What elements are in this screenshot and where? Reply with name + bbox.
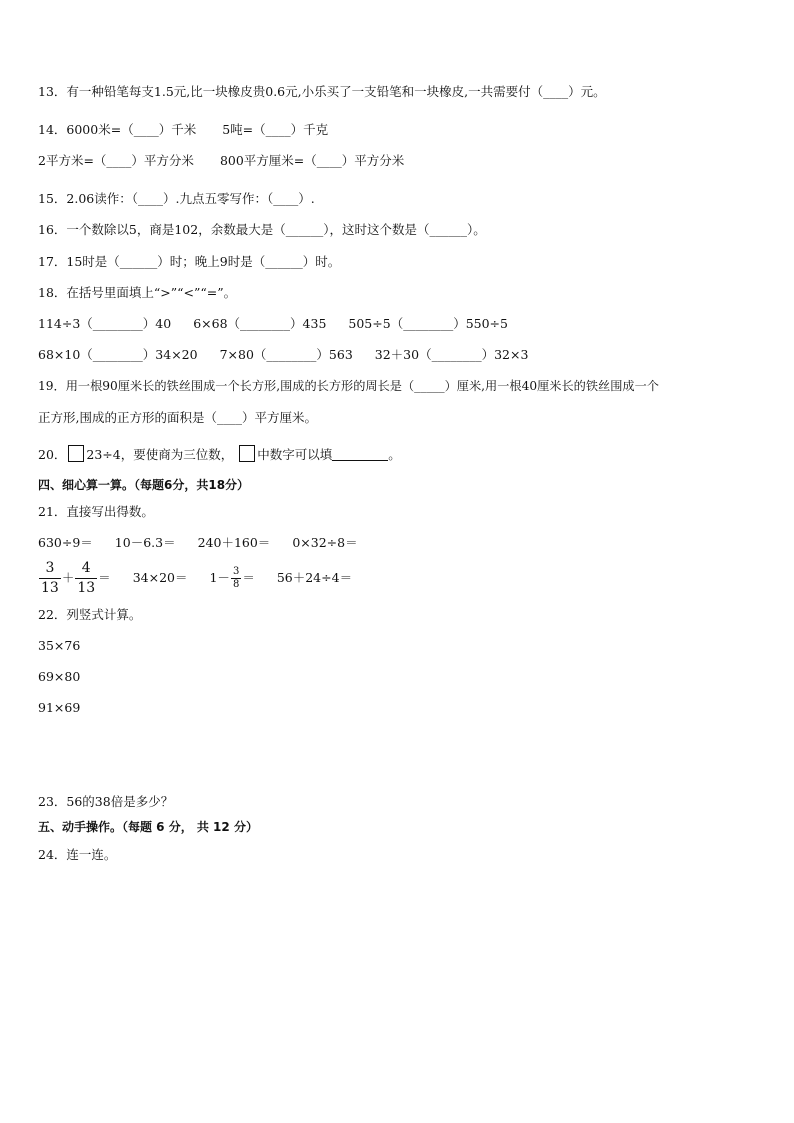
q20-number: 20． xyxy=(38,447,67,462)
q14-part-a: 14．6000米=（____）千米 xyxy=(38,122,197,137)
question-22: 22．列竖式计算。 xyxy=(38,607,142,622)
question-14-row1 xyxy=(38,121,328,139)
compare-item: 505÷5（________）550÷5 xyxy=(348,316,508,331)
question-20 xyxy=(38,445,401,464)
blank-box-icon xyxy=(68,445,84,462)
q14-part-b: 5吨=（____）千克 xyxy=(222,122,329,137)
vertical-calc-item: 91×69 xyxy=(38,700,81,715)
question-19-line2: 正方形,围成的正方形的面积是（____）平方厘米。 xyxy=(38,410,317,425)
question-16: 16．一个数除以5，商是102，余数最大是（______），这时这个数是（______）。 xyxy=(38,222,486,237)
question-21-row2: $\frac{3}{13}$ ＋ $\frac{4}{13}$ ＝ 34×20＝ 1－ $\frac{3}{8}$ ＝ 56＋24÷4＝ xyxy=(41,560,353,596)
question-21-row1 xyxy=(38,534,358,552)
blank-box-icon xyxy=(239,445,255,462)
compare-item: 68×10（________）34×20 xyxy=(38,347,198,362)
q14-part-d: 800平方厘米=（____）平方分米 xyxy=(219,153,405,168)
fraction: $\frac{4}{13}$ xyxy=(77,560,96,596)
question-14-row2 xyxy=(38,152,404,170)
question-13: 13．有一种铅笔每支1.5元,比一块橡皮贵0.6元,小乐买了一支铅笔和一块橡皮,一共需要付（____）元。 xyxy=(38,84,606,99)
question-18: 18．在括号里面填上“>”“<”“=”。 xyxy=(38,285,237,300)
question-15: 15．2.06读作：（____）.九点五零写作：（____）. xyxy=(38,191,315,206)
question-23: 23．56的38倍是多少？ xyxy=(38,794,174,809)
fraction: $\frac{3}{13}$ xyxy=(41,560,59,596)
q14-part-c: 2平方米=（____）平方分米 xyxy=(38,153,194,168)
question-17: 17．15时是（______）时；晚上9时是（______）时。 xyxy=(38,254,341,269)
question-21: 21．直接写出得数。 xyxy=(38,504,154,519)
calc-item: 240＋160＝ xyxy=(197,535,271,550)
vertical-calc-item: 69×80 xyxy=(38,669,81,684)
calc-item: 56＋24÷4＝ xyxy=(276,570,353,585)
fraction: $\frac{3}{8}$ xyxy=(232,566,240,590)
compare-item: 32＋30（________）32×3 xyxy=(374,347,529,362)
compare-item: 7×80（________）563 xyxy=(219,347,353,362)
q20-end: 。 xyxy=(388,447,401,462)
question-24: 24．连一连。 xyxy=(38,847,117,862)
q20-part2: 中数字可以填 xyxy=(257,447,333,462)
vertical-calc-item: 35×76 xyxy=(38,638,81,653)
question-19-line1: 19．用一根90厘米长的铁丝围成一个长方形,围成的长方形的周长是（_____）厘米,用一根40厘米长的铁丝围成一个 xyxy=(38,379,659,393)
compare-item: 114÷3（________）40 xyxy=(38,316,172,331)
calc-item: 0×32÷8＝ xyxy=(292,535,358,550)
q20-part1: 23÷4，要使商为三位数， xyxy=(86,447,234,462)
question-18-row2 xyxy=(38,346,528,364)
compare-item: 6×68（________）435 xyxy=(193,316,327,331)
calc-item: 630÷9＝ xyxy=(38,535,93,550)
calc-item: 10－6.3＝ xyxy=(114,535,176,550)
calc-item: 34×20＝ xyxy=(132,570,188,585)
answer-underline xyxy=(332,448,388,461)
section-4-heading: 四、细心算一算。（每题6分，共18分） xyxy=(38,478,250,492)
question-18-row1 xyxy=(38,315,508,333)
section-5-heading: 五、动手操作。（每题 6 分， 共 12 分） xyxy=(38,820,258,834)
